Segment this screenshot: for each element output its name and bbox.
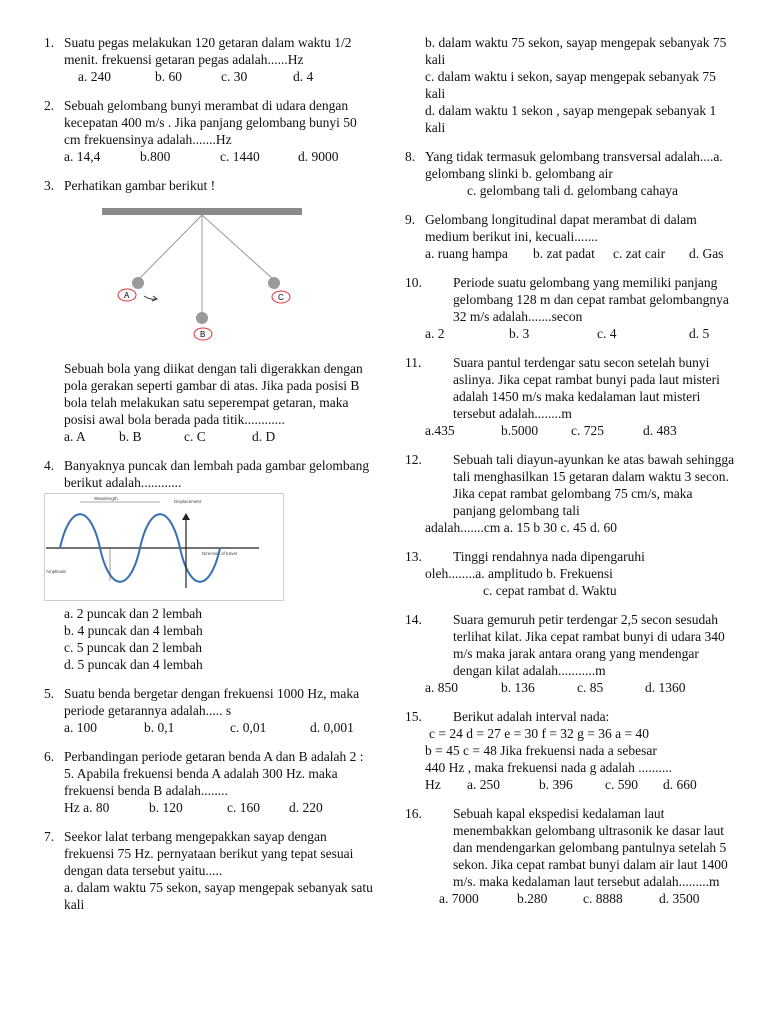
question-8 xyxy=(405,148,735,199)
pendulum-figure xyxy=(44,200,344,350)
option-c: c. zat cair xyxy=(613,246,666,261)
wavelength-label: Wavelength xyxy=(94,496,118,501)
amplitude-label: Amplitude xyxy=(46,569,67,574)
question-14 xyxy=(405,611,735,696)
ball-c xyxy=(268,277,280,289)
question-text: Perhatikan gambar berikut ! xyxy=(64,178,216,193)
option-a: a. A xyxy=(64,429,86,444)
question-7-continued xyxy=(405,34,735,136)
option-d: d. 4 xyxy=(293,69,314,84)
question-7 xyxy=(44,828,374,913)
option-a: a. 2 xyxy=(425,326,445,341)
option-d: d. 5 puncak dan 4 lembah xyxy=(64,657,203,672)
question-text: Periode suatu gelombang yang memiliki panjang gelombang 128 m dan cepat rambat gelombangnya 32 m/s adalah.......secon xyxy=(453,275,729,324)
options-line-1: oleh........a. amplitudo b. Frekuensi xyxy=(425,566,613,581)
interval-line-1: c = 24 d = 27 e = 30 f = 32 g = 36 a = 40 xyxy=(429,726,650,741)
unit-label: Hz xyxy=(425,777,441,792)
question-number: 13. xyxy=(405,549,422,564)
option-d: d. 3500 xyxy=(659,891,700,906)
question-number: 5. xyxy=(44,686,55,701)
arrow-head xyxy=(152,296,157,301)
option-a: a. dalam waktu 75 sekon, sayap mengepak sebanyak satu kali xyxy=(64,880,373,912)
option-d: d. 0,001 xyxy=(310,720,354,735)
option-c: c. 725 xyxy=(571,423,604,438)
displacement-label: Displacement xyxy=(174,499,202,504)
option-c: c. 0,01 xyxy=(230,720,267,735)
option-d: d. D xyxy=(252,429,276,444)
question-text: Gelombang longitudinal dapat merambat di dalam medium berikut ini, kecuali....... xyxy=(425,212,697,244)
option-b: b. 136 xyxy=(501,680,535,695)
question-number: 9. xyxy=(405,212,416,227)
option-a: a. ruang hampa xyxy=(425,246,508,261)
question-number: 7. xyxy=(44,829,55,844)
question-number: 11. xyxy=(405,355,422,370)
label-a: A xyxy=(124,291,130,300)
figure-border xyxy=(45,494,284,601)
question-number: 1. xyxy=(44,35,55,50)
options-row xyxy=(64,68,374,85)
option-a: a. 100 xyxy=(64,720,97,735)
question-number: 12. xyxy=(405,452,422,467)
option-a: a. 250 xyxy=(467,777,500,792)
options-line-2: c. cepat rambat d. Waktu xyxy=(483,583,617,598)
option-c: c. 30 xyxy=(221,69,248,84)
question-12 xyxy=(405,451,735,536)
option-b: b. zat padat xyxy=(533,246,595,261)
question-13 xyxy=(405,548,735,599)
option-b: b. 396 xyxy=(539,777,573,792)
wave-figure xyxy=(44,493,284,601)
option-b: b. B xyxy=(119,429,142,444)
options-row xyxy=(64,799,374,816)
question-3 xyxy=(44,177,374,445)
right-column xyxy=(405,34,735,919)
option-c: c. C xyxy=(184,429,206,444)
option-c: c. 4 xyxy=(597,326,617,341)
option-c: c. 1440 xyxy=(220,149,260,164)
option-d: d. 220 xyxy=(289,800,323,815)
option-a: a. 7000 xyxy=(439,891,479,906)
question-number: 14. xyxy=(405,612,422,627)
question-text: Sebuah gelombang bunyi merambat di udara dengan kecepatan 400 m/s . Jika panjang gelombang bunyi 50 cm frekuensinya adalah.......Hz xyxy=(64,98,357,147)
option-c: c. 85 xyxy=(577,680,604,695)
option-b: b. 0,1 xyxy=(144,720,175,735)
question-number: 8. xyxy=(405,149,416,164)
question-text: Sebuah tali diayun-ayunkan ke atas bawah sehingga tali menghasilkan 15 getaran dalam waktu 3 secon. Jika cepat rambat gelombang 75 cm/s, maka panjang gelombang tali xyxy=(453,452,735,518)
options-row xyxy=(405,776,735,793)
question-1 xyxy=(44,34,374,85)
question-number: 6. xyxy=(44,749,55,764)
question-text-2: Sebuah bola yang diikat dengan tali digerakkan dengan pola gerakan seperti gambar di atas. Jika pada posisi B bola telah melakukan satu seperempat getaran, maka posisi awal bola berada pada titik............ xyxy=(64,361,363,427)
options-row xyxy=(405,325,735,342)
option-b: b.5000 xyxy=(501,423,539,438)
question-text: Sebuah kapal ekspedisi kedalaman laut menembakkan gelombang ultrasonik ke dasar laut dan mendengarkan gelombang pantulnya setelah 5 sekon. Jika cepat rambat bunyi dalam air laut 1400 m/s. maka kedalaman laut tersebut adalah.........m xyxy=(453,806,728,889)
option-a: Hz a. 80 xyxy=(64,800,110,815)
option-b: b. 60 xyxy=(155,69,182,84)
string-a xyxy=(138,215,202,280)
question-text: Yang tidak termasuk gelombang transversal adalah....a. gelombang slinki b. gelombang air xyxy=(425,149,723,181)
options-row xyxy=(405,890,735,907)
option-b: b. dalam waktu 75 sekon, sayap mengepak sebanyak 75 kali xyxy=(425,35,727,67)
option-d: d. Gas xyxy=(689,246,724,261)
question-number: 4. xyxy=(44,458,55,473)
option-b: b.280 xyxy=(517,891,548,906)
question-text: Banyaknya puncak dan lembah pada gambar gelombang berikut adalah............ xyxy=(64,458,370,490)
question-9 xyxy=(405,211,735,262)
options-row xyxy=(64,719,374,736)
option-b: b. 3 xyxy=(509,326,530,341)
option-c: c. dalam waktu i sekon, sayap mengepak sebanyak 75 kali xyxy=(425,69,716,101)
question-text: Suara pantul terdengar satu secon setelah bunyi aslinya. Jika cepat rambat bunyi pada laut misteri adalah 1450 m/s maka kedalaman laut misteri tersebut adalah........m xyxy=(453,355,720,421)
ball-a xyxy=(132,277,144,289)
question-text: Suara gemuruh petir terdengar 2,5 secon sesudah terlihat kilat. Jika cepat rambat bunyi di udara 340 m/s maka jarak antara orang yang mendengar dengan kilat adalah...........m xyxy=(453,612,725,678)
label-c: C xyxy=(278,293,284,302)
question-10 xyxy=(405,274,735,342)
interval-line-3: 440 Hz , maka frekuensi nada g adalah .......... xyxy=(425,760,673,775)
question-text: Tinggi rendahnya nada dipengaruhi xyxy=(453,549,645,564)
option-c: c. 8888 xyxy=(583,891,623,906)
option-d: d. 9000 xyxy=(298,149,339,164)
option-d: d. 660 xyxy=(663,777,697,792)
option-a: a. 850 xyxy=(425,680,458,695)
question-number: 3. xyxy=(44,178,55,193)
option-a: a.435 xyxy=(425,423,455,438)
question-number: 16. xyxy=(405,806,422,821)
label-b: B xyxy=(200,330,206,339)
question-text: Berikut adalah interval nada: xyxy=(453,709,610,724)
option-a: a. 14,4 xyxy=(64,149,101,164)
option-a: a. 2 puncak dan 2 lembah xyxy=(64,606,202,621)
option-b: b. 4 puncak dan 4 lembah xyxy=(64,623,203,638)
options-row xyxy=(425,245,735,262)
option-d: d. 1360 xyxy=(645,680,686,695)
interval-line-2: b = 45 c = 48 Jika frekuensi nada a sebesar xyxy=(425,743,657,758)
question-text: Seekor lalat terbang mengepakkan sayap dengan frekuensi 75 Hz. pernyataan berikut yang tepat sesuai dengan data tersebut yaitu..... xyxy=(64,829,354,878)
string-c xyxy=(202,215,274,280)
option-c: c. 160 xyxy=(227,800,260,815)
question-text: Perbandingan periode getaran benda A dan B adalah 2 : 5. Apabila frekuensi benda A adalah 300 Hz. maka frekuensi benda B adalah........ xyxy=(64,749,364,798)
direction-label: Direction of travel xyxy=(202,551,238,556)
question-15 xyxy=(405,708,735,793)
option-d: d. 483 xyxy=(643,423,677,438)
question-2 xyxy=(44,97,374,165)
option-c: c. 590 xyxy=(605,777,638,792)
question-6 xyxy=(44,748,374,816)
question-16 xyxy=(405,805,735,907)
option-a: a. 240 xyxy=(78,69,111,84)
displacement-arrow xyxy=(182,513,190,520)
option-c: c. 5 puncak dan 2 lembah xyxy=(64,640,202,655)
option-b: b.800 xyxy=(140,149,171,164)
option-b: b. 120 xyxy=(149,800,183,815)
question-11 xyxy=(405,354,735,439)
question-number: 2. xyxy=(44,98,55,113)
question-5 xyxy=(44,685,374,736)
left-column xyxy=(44,34,374,925)
options-row xyxy=(64,428,374,445)
option-d: d. 5 xyxy=(689,326,710,341)
question-text: Suatu benda bergetar dengan frekuensi 1000 Hz, maka periode getarannya adalah..... s xyxy=(64,686,360,718)
question-number: 10. xyxy=(405,275,422,290)
option-d: d. dalam waktu 1 sekon , sayap mengepak sebanyak 1 kali xyxy=(425,103,717,135)
ceiling-bar xyxy=(102,208,302,215)
options-line: adalah.......cm a. 15 b 30 c. 45 d. 60 xyxy=(425,520,617,535)
question-text: Suatu pegas melakukan 120 getaran dalam waktu 1/2 menit. frekuensi getaran pegas adalah......Hz xyxy=(64,35,352,67)
options-row xyxy=(405,422,735,439)
question-4 xyxy=(44,457,374,673)
options-row xyxy=(64,148,374,165)
options-row xyxy=(405,679,735,696)
options-line: c. gelombang tali d. gelombang cahaya xyxy=(467,183,679,198)
ball-b xyxy=(196,312,208,324)
question-number: 15. xyxy=(405,709,422,724)
